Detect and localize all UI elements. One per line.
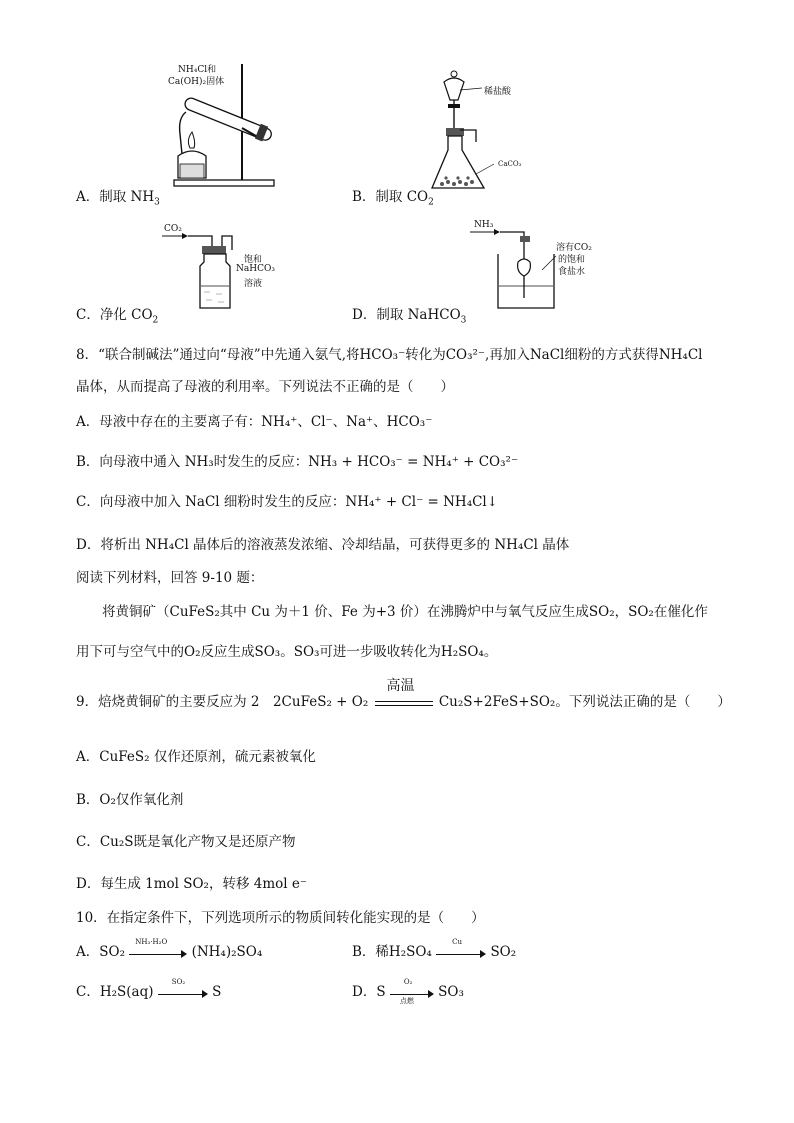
figure-b-caption [352,185,434,208]
figure-c-caption-sub: 2 [152,315,159,326]
q10-a-arrow [129,937,187,961]
q10-d-condition-bottom: 点燃 [399,996,414,1005]
q9-option-c: C．Cu₂S既是氧化产物又是还原产物 [76,834,296,850]
figure-a-apparatus [160,58,290,188]
figure-c-drawing [160,222,290,312]
q10-d-arrow [390,977,434,1005]
figure-c-apparatus [160,222,290,312]
figure-b-apparatus [428,70,538,194]
figure-d-caption [352,303,467,326]
q10-c-arrow [158,977,208,1001]
figure-d-label-l1: 溶有CO₂ [556,243,592,253]
q10-c-left: C．H₂S(aq) [76,984,154,1000]
q8-option-d: D．将析出 NH₄Cl 晶体后的溶液蒸发浓缩、冷却结晶，可获得更多的 NH₄Cl 晶体 [76,537,570,553]
figure-a-caption-text: A．制取 NH [76,189,155,205]
q10-a-left: A．SO₂ [76,944,125,960]
figure-b-caption-sub: 2 [428,197,434,208]
q10-option-c [76,977,222,1001]
q10-d-right: SO₃ [438,984,464,1000]
q10-c-right: S [212,984,222,1000]
q8-option-b: B．向母液中通入 NH₃时发生的反应：NH₃ + HCO₃⁻ = NH₄⁺ + CO₃²⁻ [76,454,519,470]
figure-d-drawing [468,216,608,312]
figure-d-caption-sub: 3 [460,315,467,326]
figure-a-label-line2: Ca(OH)₂固体 [168,77,225,87]
figure-a-caption-sub: 3 [154,197,160,208]
q10-b-left: B．稀H₂SO₄ [352,944,432,960]
figure-c-caption-text: C．净化 CO [76,307,153,323]
figure-a-drawing [160,58,290,188]
q10-option-b [352,937,517,961]
q10-c-condition: SO₂ [171,977,186,986]
q10-d-left: D．S [352,984,386,1000]
reading-intro: 阅读下列材料，回答 9-10 题： [76,570,264,586]
q8-option-a: A．母液中存在的主要离子有：NH₄⁺、Cl⁻、Na⁺、HCO₃⁻ [76,414,433,430]
q10-option-d [352,977,464,1005]
q9-stem-prefix: 9．焙烧黄铜矿的主要反应为 2 2CuFeS₂ + O₂ [76,694,369,710]
figure-b-label-acid: 稀盐酸 [484,87,512,97]
figure-b-caption-text: B．制取 CO [352,189,429,205]
figure-d-label-gas: NH₃ [474,220,494,230]
q9-stem-suffix: Cu₂S+2FeS+SO₂。下列说法正确的是（ ） [438,694,731,710]
q8-stem-line1: 8．“联合制碱法”通过向“母液”中先通入氨气,将HCO₃⁻转化为CO₃²⁻,再加入NaCl细粉的方式获得NH₄Cl [76,347,703,363]
figure-a-label-line1: NH₄Cl和 [178,65,217,75]
q9-reaction-arrow [375,677,433,713]
q9-option-d: D．每生成 1mol SO₂，转移 4mol e⁻ [76,876,308,892]
q10-b-condition: Cu [452,937,463,946]
q10-a-condition: NH₃·H₂O [135,937,168,946]
figure-c-label-l2: NaHCO₃ [236,264,275,274]
q9-option-a: A．CuFeS₂ 仅作还原剂，硫元素被氧化 [76,749,316,765]
figure-a-caption [76,185,160,208]
reading-para-line2: 用下可与空气中的O₂反应生成SO₃。SO₃可进一步吸收转化为H₂SO₄。 [76,644,498,660]
figure-b-label-solid: CaCO₃ [498,160,522,168]
figure-c-caption [76,303,159,326]
figure-d-label-l3: 食盐水 [558,267,586,277]
q10-b-arrow [436,937,486,961]
figure-c-label-l3: 溶液 [244,279,263,289]
q8-stem-line2: 晶体，从而提高了母液的利用率。下列说法不正确的是（ ） [76,379,454,395]
figure-c-label-gas: CO₂ [164,224,182,234]
q9-reaction-condition: 高温 [386,677,415,694]
reading-para-line1: 将黄铜矿（CuFeS₂其中 Cu 为＋1 价、Fe 为+3 价）在沸腾炉中与氧气反应生成SO₂，SO₂在催化作 [102,604,708,620]
q10-a-right: (NH₄)₂SO₄ [191,944,263,960]
figure-c-label-l1: 饱和 [244,255,263,265]
q10-b-right: SO₂ [490,944,517,960]
figure-d-label-l2: 的饱和 [558,255,586,265]
q10-d-condition-top: O₂ [403,977,413,986]
q9-option-b: B．O₂仅作氧化剂 [76,792,184,808]
figure-d-apparatus [468,216,608,312]
figure-b-drawing [428,70,538,194]
q8-option-c: C．向母液中加入 NaCl 细粉时发生的反应：NH₄⁺ + Cl⁻ = NH₄Cl↓ [76,494,499,510]
q10-stem: 10．在指定条件下，下列选项所示的物质间转化能实现的是（ ） [76,910,485,926]
q10-option-a [76,937,263,961]
q9-stem [76,677,731,713]
figure-d-caption-text: D．制取 NaHCO [352,307,461,323]
